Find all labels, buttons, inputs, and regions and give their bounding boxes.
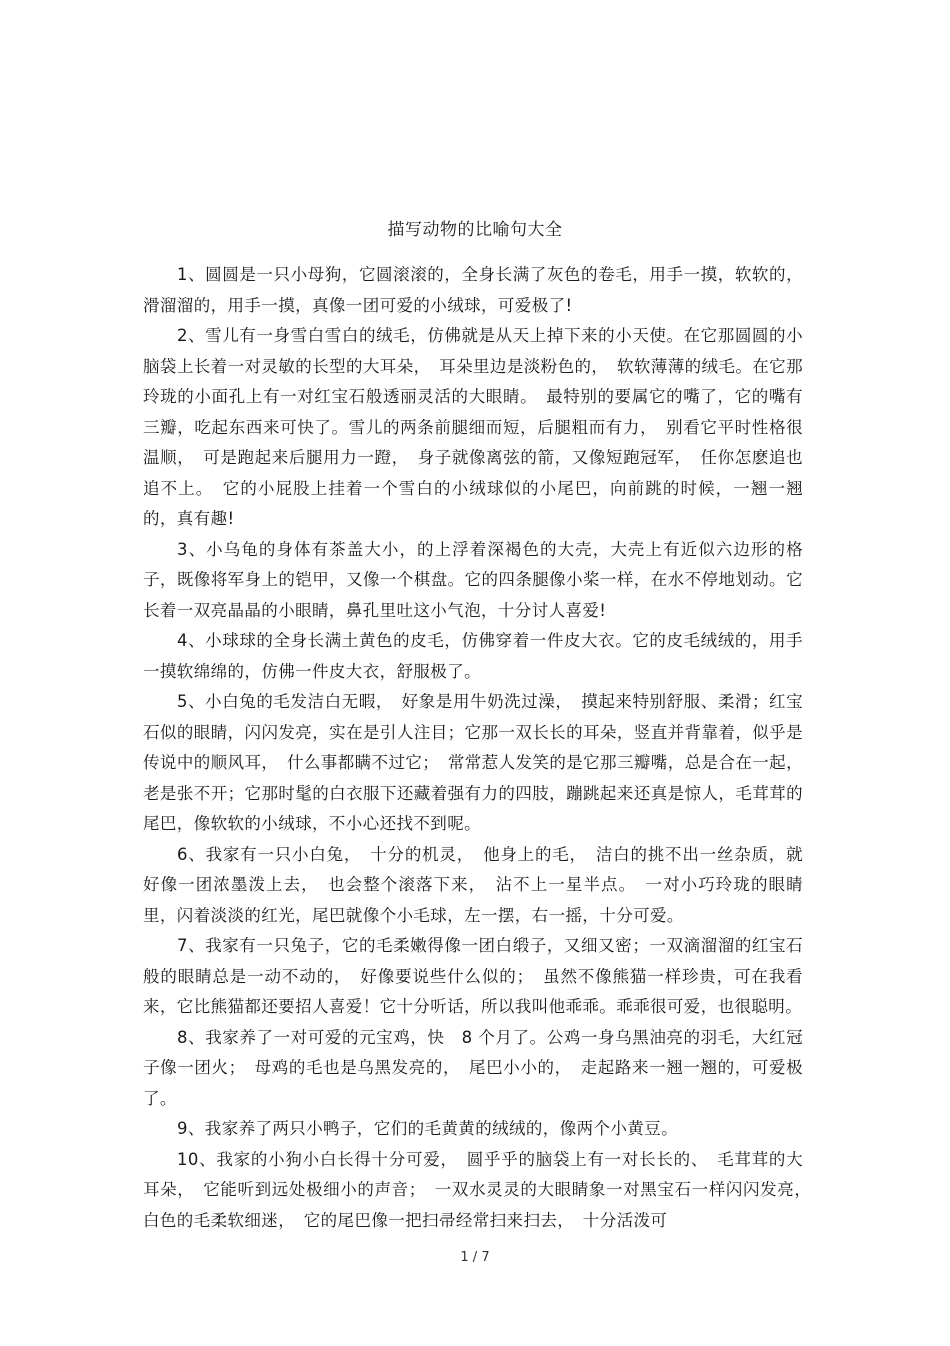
document-title: 描写动物的比喻句大全 — [387, 220, 563, 240]
paragraph-5: 5、小白兔的毛发洁白无暇， 好象是用牛奶洗过澡， 摸起来特别舒服、柔滑；红宝石似的眼睛，闪闪发亮，实在是引人注目；它那一双长长的耳朵，竖直并背靠着，似乎是传说中的顺风耳， 什么事都瞒不过它； 常常惹人发笑的是它那三瓣嘴，总是合在一起，老是张不开；它那时髦的白衣服下还藏着强有力的四肢，蹦跳起来还真是惊人，毛茸茸的尾巴，像软软的小绒球，不小心还找不到呢。 — [143, 692, 803, 833]
paragraph-7: 7、我家有一只兔子，它的毛柔嫩得像一团白缎子，又细又密；一双滴溜溜的红宝石般的眼睛总是一动不动的， 好像要说些什么似的； 虽然不像熊猫一样珍贵，可在我看来，它比熊猫都还要招人喜爱！它十分听话，所以我叫他乖乖。乖乖很可爱，也很聪明。 — [143, 936, 803, 1016]
paragraph-9: 9、我家养了两只小鸭子，它们的毛黄黄的绒绒的，像两个小黄豆。 — [177, 1119, 678, 1138]
document-body — [143, 260, 820, 1236]
paragraph-3: 3、小乌龟的身体有茶盖大小，的上浮着深褐色的大壳，大壳上有近似六边形的格子，既像将军身上的铠甲，又像一个棋盘。它的四条腿像小桨一样，在水不停地划动。它长着一双亮晶晶的小眼睛，鼻孔里吐这小气泡，十分讨人喜爱! — [143, 539, 803, 620]
page-number: 1 / 7 — [460, 1250, 490, 1265]
paragraph-4: 4、小球球的全身长满土黄色的皮毛，仿佛穿着一件皮大衣。它的皮毛绒绒的，用手一摸软绵绵的，仿佛一件皮大衣，舒服极了。 — [143, 631, 803, 681]
paragraph-6: 6、我家有一只小白兔， 十分的机灵， 他身上的毛， 洁白的挑不出一丝杂质，就好像一团浓墨泼上去， 也会整个滚落下来， 沾不上一星半点。 一对小巧玲珑的眼睛里，闪着淡淡的红光，尾巴就像个小毛球，左一摆，右一摇，十分可爱。 — [143, 844, 803, 925]
paragraph-10: 10、我家的小狗小白长得十分可爱， 圆乎乎的脑袋上有一对长长的、 毛茸茸的大耳朵， 它能听到远处极细小的声音； 一双水灵灵的大眼睛象一对黑宝石一样闪闪发亮， 白色的毛柔软细迷， 它的尾巴像一把扫帚经常扫来扫去， 十分活泼可 — [143, 1149, 820, 1230]
paragraph-8: 8、我家养了一对可爱的元宝鸡，快 8 个月了。公鸡一身乌黑油亮的羽毛，大红冠子像一团火； 母鸡的毛也是乌黑发亮的， 尾巴小小的， 走起路来一翘一翘的，可爱极了。 — [143, 1027, 803, 1108]
paragraph-2: 2、雪儿有一身雪白雪白的绒毛，仿佛就是从天上掉下来的小天使。在它那圆圆的小脑袋上长着一对灵敏的长型的大耳朵， 耳朵里边是淡粉色的， 软软薄薄的绒毛。在它那玲珑的小面孔上有一对红宝石般透丽灵活的大眼睛。 最特别的要属它的嘴了，它的嘴有三瓣，吃起东西来可快了。雪儿的两条前腿细而短，后腿粗而有力， 别看它平时性格很温顺， 可是跑起来后腿用力一蹬， 身子就像离弦的箭，又像短跑冠军， 任你怎麽追也追不上。 它的小屁股上挂着一个雪白的小绒球似的小尾巴，向前跳的时候，一翘一翘的，真有趣! — [143, 326, 803, 528]
paragraph-1: 1、圆圆是一只小母狗，它圆滚滚的，全身长满了灰色的卷毛，用手一摸，软软的，滑溜溜的，用手一摸，真像一团可爱的小绒球，可爱极了! — [143, 265, 803, 315]
